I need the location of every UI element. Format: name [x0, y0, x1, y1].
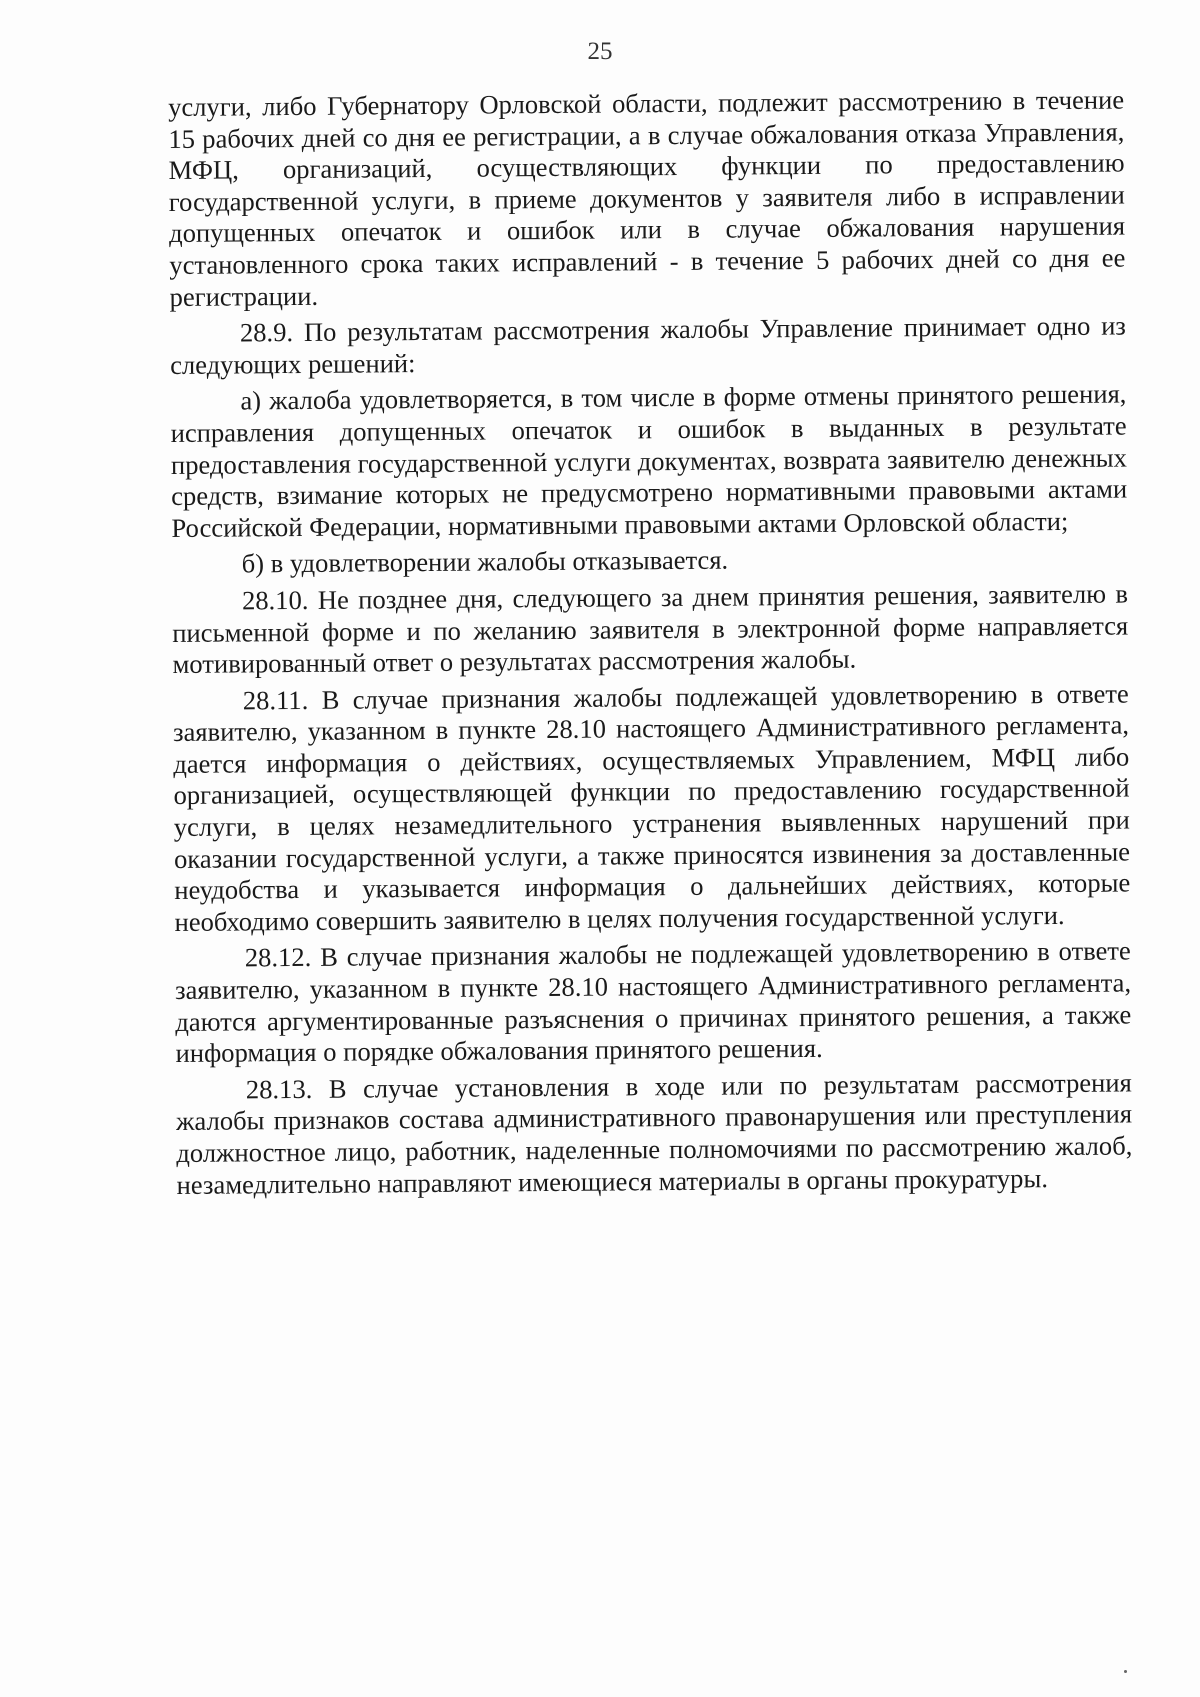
paragraph-28-9: 28.9. По результатам рассмотрения жалобы Управление принимает одно из следующих решений: — [170, 310, 1126, 380]
scan-speck — [1124, 1670, 1127, 1673]
paragraph-28-9-b: б) в удовлетворении жалобы отказывается. — [241, 544, 729, 579]
paragraph-28-12: 28.12. В случае признания жалобы не подлежащей удовлетворению в ответе заявителю, указанном в пункте 28.10 настоящего Административного регламента, даются аргументированные разъяснения о причинах принятого решения, а также информация о порядке обжалования принятого решения. — [174, 935, 1132, 1069]
paragraph-complaint-deadline: услуги, либо Губернатору Орловской области, подлежит рассмотрению в течение 15 рабочих дней со дня ее регистрации, а в случае обжалования отказа Управления, МФЦ, организаций, осуществляющих функции по предоставлению государственной услуги, в приеме документов у заявителя либо в исправлении допущенных опечаток и ошибок или в случае обжалования нарушения установленного срока таких исправлений - в течение 5 рабочих дней со дня ее регистрации. — [168, 84, 1126, 312]
document-body — [168, 84, 1133, 1201]
paragraph-28-9-a: а) жалоба удовлетворяется, в том числе в форме отмены принятого решения, исправления допущенных опечаток и ошибок в выданных в результате предоставления государственной услуги документах, возврата заявителю денежных средств, взимание которых не предусмотрено нормативными правовыми актами Российской Федерации, нормативными правовыми актами Орловской области; — [170, 378, 1128, 543]
paragraph-28-10: 28.10. Не позднее дня, следующего за днем принятия решения, заявителю в письменной форме и по желанию заявителя в электронной форме направляется мотивированный ответ о результатах рассмотрения жалобы. — [172, 578, 1129, 680]
paragraph-28-11: 28.11. В случае признания жалобы подлежащей удовлетворению в ответе заявителю, указанном в пункте 28.10 настоящего Административного регламента, дается информация о действиях, осуществляемых Управлением, МФЦ либо организацией, осуществляющей функции по предоставлению государственной услуги, в целях незамедлительного устранения выявленных нарушений при оказании государственной услуги, а также приносятся извинения за доставленные неудобства и указывается информация о дальнейших действиях, которые необходимо совершить заявителю в целях получения государственной услуги. — [172, 678, 1131, 937]
paragraph-28-13: 28.13. В случае установления в ходе или по результатам рассмотрения жалобы признаков состава административного правонарушения или преступления должностное лицо, работник, наделенные полномочиями по рассмотрению жалоб, незамедлительно направляют имеющиеся материалы в органы прокуратуры. — [175, 1067, 1133, 1200]
page-number: 25 — [587, 38, 613, 65]
